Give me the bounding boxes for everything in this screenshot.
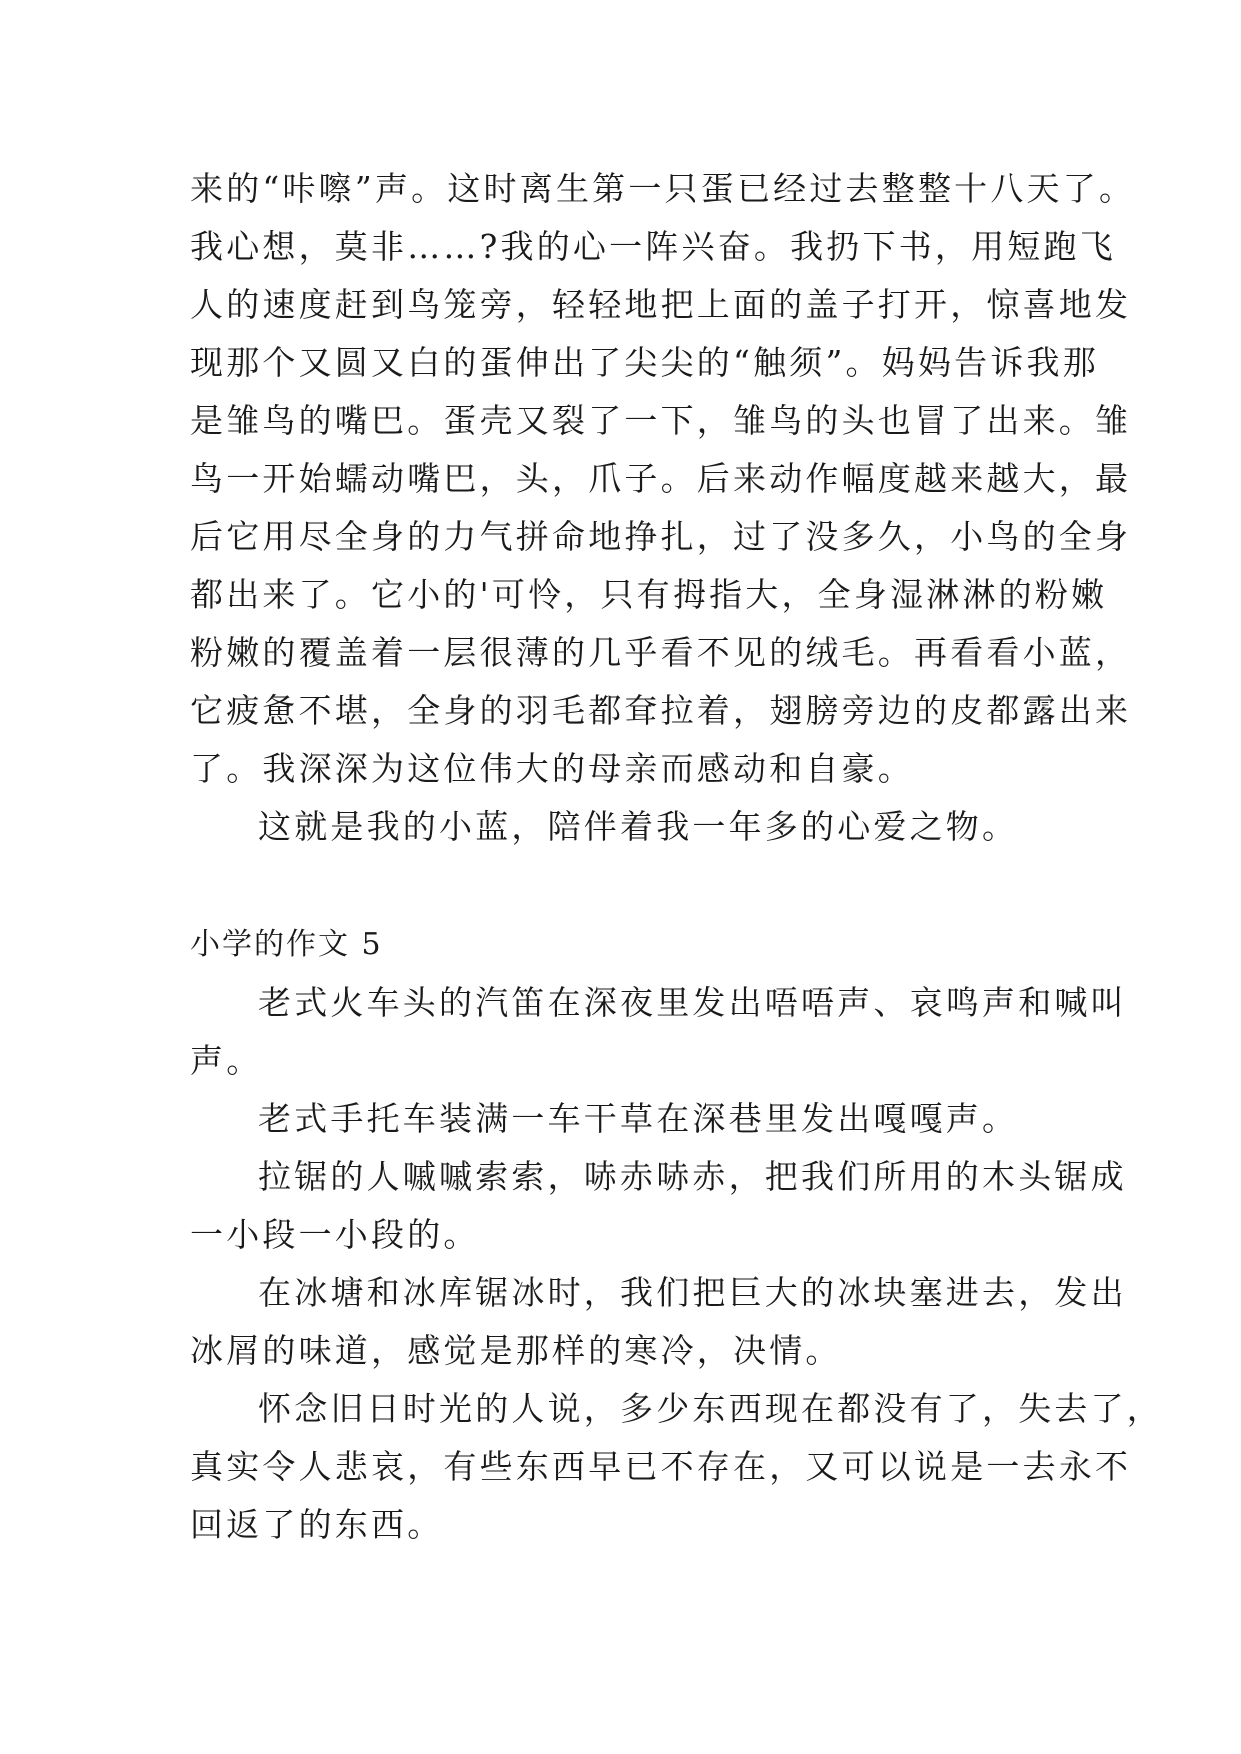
document-page: [190, 160, 1163, 1554]
text-line: 是雏鸟的嘴巴。蛋壳又裂了一下，雏鸟的头也冒了出来。雏: [190, 401, 1132, 440]
paragraph: [190, 1264, 1127, 1380]
closing-paragraph: 这就是我的小蓝，陪伴着我一年多的心爱之物。: [258, 807, 1019, 846]
text-line: 老式手托车装满一车干草在深巷里发出嘎嘎声。: [258, 1099, 1019, 1138]
text-line: 拉锯的人嘁嘁索索，哧赤哧赤，把我们所用的木头锯成: [258, 1157, 1127, 1196]
text-line: 粉嫩的覆盖着一层很薄的几乎看不见的绒毛。再看看小蓝，: [190, 633, 1132, 672]
text-line: 鸟一开始蠕动嘴巴，头，爪子。后来动作幅度越来越大，最: [190, 459, 1132, 498]
text-line: 一小段一小段的。: [190, 1215, 480, 1254]
text-line: 在冰塘和冰库锯冰时，我们把巨大的冰块塞进去，发出: [258, 1273, 1127, 1312]
text-line: 后它用尽全身的力气拼命地挣扎，过了没多久，小鸟的全身: [190, 517, 1132, 556]
section-title: 小学的作文 5: [190, 927, 383, 962]
text-line: 声。: [190, 1041, 263, 1080]
text-line: 老式火车头的汽笛在深夜里发出唔唔声、哀鸣声和喊叫: [258, 983, 1127, 1022]
paragraph: [190, 1090, 1070, 1148]
text-line: 都出来了。它小的'可怜，只有拇指大，全身湿淋淋的粉嫩: [190, 575, 1108, 614]
text-line: 怀念旧日时光的人说，多少东西现在都没有了，失去了，: [258, 1389, 1163, 1428]
text-line: 真实令人悲哀，有些东西早已不存在，又可以说是一去永不: [190, 1447, 1132, 1486]
paragraph: [190, 1148, 1127, 1264]
text-line: 我心想，莫非……?我的心一阵兴奋。我扔下书，用短跑飞: [190, 227, 1116, 266]
text-line: 它疲惫不堪，全身的羽毛都耷拉着，翅膀旁边的皮都露出来: [190, 691, 1132, 730]
section-spacer: [190, 856, 1070, 916]
paragraph: [190, 160, 1136, 798]
paragraph: [190, 1380, 1163, 1554]
text-line: 回返了的东西。: [190, 1505, 444, 1544]
text-line: 冰屑的味道，感觉是那样的寒冷，决情。: [190, 1331, 842, 1370]
paragraph: [190, 974, 1127, 1090]
text-line: 了。我深深为这位伟大的母亲而感动和自豪。: [190, 749, 914, 788]
text-line: 现那个又圆又白的蛋伸出了尖尖的“触须”。妈妈告诉我那: [190, 343, 1099, 382]
text-line: 来的“咔嚓”声。这时离生第一只蛋已经过去整整十八天了。: [190, 169, 1136, 208]
text-line: 人的速度赶到鸟笼旁，轻轻地把上面的盖子打开，惊喜地发: [190, 285, 1132, 324]
